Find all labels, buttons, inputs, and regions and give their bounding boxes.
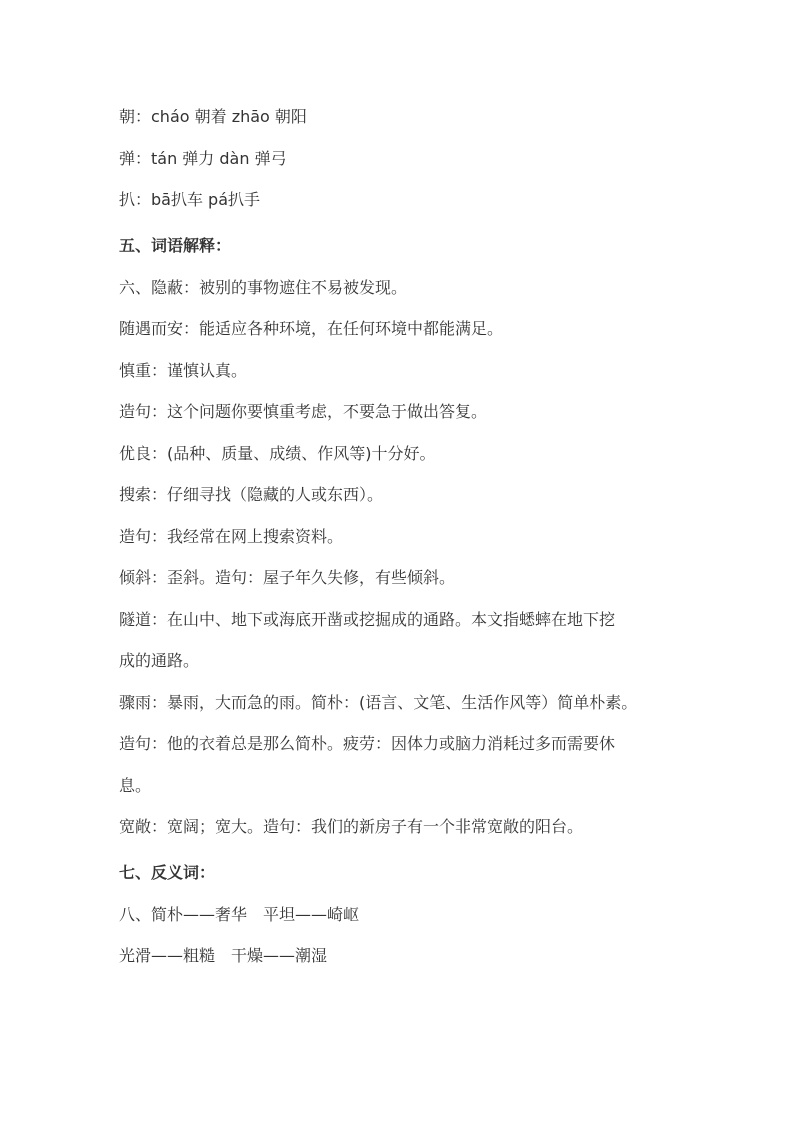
definition-shenzhong: 慎重：谨慎认真。 xyxy=(119,360,248,380)
pinyin-line-tan: 弹：tán 弹力 dàn 弹弓 xyxy=(119,148,287,168)
definition-kuanchang: 宽敞：宽阔；宽大。造句：我们的新房子有一个非常宽敞的阳台。 xyxy=(119,817,584,836)
definition-suidao-continued: 成的通路。 xyxy=(119,651,200,670)
definition-sousuo: 搜索：仔细寻找（隐藏的人或东西）。 xyxy=(119,485,384,504)
antonym-line-2: 光滑——粗糙 干燥——潮湿 xyxy=(119,946,328,965)
definition-youliang: 优良：(品种、质量、成绩、作风等)十分好。 xyxy=(119,443,436,463)
section-five-heading: 五、词语解释： xyxy=(119,236,232,255)
definition-pilao-continued: 息。 xyxy=(119,775,152,795)
sentence-sousuo: 造句：我经常在网上搜索资料。 xyxy=(119,526,344,546)
antonym-line-1: 八、简朴——奢华 平坦——崎岖 xyxy=(119,904,360,924)
document-content xyxy=(119,104,679,985)
definition-suiyuerran: 随遇而安：能适应各种环境，在任何环境中都能满足。 xyxy=(119,319,504,338)
sentence-shenzhong: 造句：这个问题你要慎重考虑，不要急于做出答复。 xyxy=(119,402,488,421)
definition-qingxie: 倾斜：歪斜。造句：屋子年久失修，有些倾斜。 xyxy=(119,568,456,587)
definition-suidao: 隧道：在山中、地下或海底开凿或挖掘成的通路。本文指蟋蟀在地下挖 xyxy=(119,609,616,629)
sentence-jianpu-definition-pilao: 造句：他的衣着总是那么简朴。疲劳：因体力或脑力消耗过多而需要休 xyxy=(119,734,616,753)
pinyin-line-chao: 朝：cháo 朝着 zhāo 朝阳 xyxy=(119,107,307,126)
definition-yinbi: 六、隐蔽：被别的事物遮住不易被发现。 xyxy=(119,277,408,297)
pinyin-line-ba: 扒：bā扒车 pá扒手 xyxy=(119,190,261,209)
definition-zhouyu-jianpu: 骤雨：暴雨，大而急的雨。简朴：(语言、文笔、生活作风等）简单朴素。 xyxy=(119,692,638,712)
section-seven-heading: 七、反义词： xyxy=(119,863,216,882)
